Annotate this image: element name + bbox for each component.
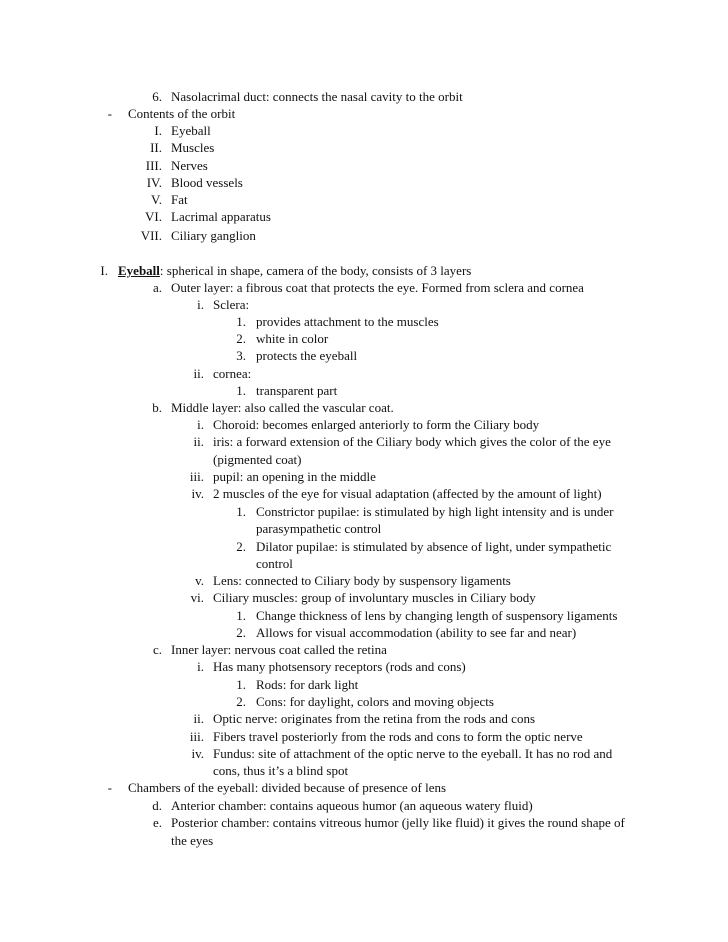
list-marker: iii. bbox=[189, 469, 204, 484]
list-item-text: Lens: connected to Ciliary body by suspensory ligaments bbox=[213, 573, 511, 588]
list-item-text: cornea: bbox=[213, 366, 252, 381]
list-item-text: Fibers travel posteriorly from the rods and cons to form the optic nerve bbox=[213, 729, 583, 744]
bullet-dash: - bbox=[107, 780, 112, 795]
list-item-text: protects the eyeball bbox=[256, 348, 358, 363]
list-item-text: Dilator pupilae: is stimulated by absence of light, under sympathetic bbox=[256, 539, 612, 554]
list-item-text: Lacrimal apparatus bbox=[171, 209, 271, 224]
list-item-text: Posterior chamber: contains vitreous humor (jelly like fluid) it gives the round shape of bbox=[171, 815, 625, 830]
list-marker: b. bbox=[152, 400, 162, 415]
section-heading bbox=[118, 262, 471, 279]
list-item-continuation: (pigmented coat) bbox=[213, 452, 302, 467]
section-marker: I. bbox=[100, 263, 108, 278]
list-marker: 1. bbox=[236, 608, 246, 623]
list-marker: VI. bbox=[145, 209, 162, 224]
list-marker: 1. bbox=[236, 504, 246, 519]
list-item-text: Ciliary muscles: group of involuntary muscles in Ciliary body bbox=[213, 590, 536, 605]
list-marker: e. bbox=[152, 815, 162, 830]
list-marker: V. bbox=[151, 192, 162, 207]
list-item-text: Optic nerve: originates from the retina from the rods and cons bbox=[213, 711, 536, 726]
list-item-text: Rods: for dark light bbox=[256, 677, 359, 692]
list-marker: II. bbox=[150, 140, 162, 155]
list-marker: VII. bbox=[140, 228, 162, 243]
list-item-text: Eyeball bbox=[171, 123, 211, 138]
list-marker: 6. bbox=[152, 89, 162, 104]
list-item-text: Nasolacrimal duct: connects the nasal cavity to the orbit bbox=[171, 89, 463, 104]
list-item-text: iris: a forward extension of the Ciliary body which gives the color of the eye bbox=[213, 434, 611, 449]
list-item-text: Ciliary ganglion bbox=[171, 228, 256, 243]
list-marker: a. bbox=[152, 280, 162, 295]
list-marker: 3. bbox=[236, 348, 246, 363]
list-marker: IV. bbox=[146, 175, 162, 190]
list-marker: 2. bbox=[236, 694, 246, 709]
list-item-continuation: control bbox=[256, 556, 293, 571]
list-marker: vi. bbox=[190, 590, 204, 605]
list-item-text: Sclera: bbox=[213, 297, 250, 312]
list-marker: i. bbox=[197, 297, 204, 312]
list-item-text: Constrictor pupilae: is stimulated by high light intensity and is under bbox=[256, 504, 614, 519]
list-marker: 1. bbox=[236, 677, 246, 692]
section-description: : spherical in shape, camera of the body, consists of 3 layers bbox=[159, 263, 472, 278]
list-item-text: pupil: an opening in the middle bbox=[213, 469, 376, 484]
list-item-text: Nerves bbox=[171, 158, 208, 173]
list-marker: 2. bbox=[236, 625, 246, 640]
list-item-text: Choroid: becomes enlarged anteriorly to form the Ciliary body bbox=[213, 417, 540, 432]
list-item-text: Inner layer: nervous coat called the retina bbox=[171, 642, 387, 657]
list-item-text: Muscles bbox=[171, 140, 215, 155]
list-item-text: Outer layer: a fibrous coat that protects the eye. Formed from sclera and cornea bbox=[171, 280, 584, 295]
list-marker: 2. bbox=[236, 539, 246, 554]
list-marker: III. bbox=[145, 158, 162, 173]
list-marker: c. bbox=[152, 642, 162, 657]
list-marker: iv. bbox=[191, 746, 204, 761]
list-item-text: transparent part bbox=[256, 383, 338, 398]
bullet-dash: - bbox=[107, 106, 112, 121]
list-marker: v. bbox=[195, 573, 204, 588]
list-item-text: 2 muscles of the eye for visual adaptation (affected by the amount of light) bbox=[213, 486, 602, 501]
list-marker: iv. bbox=[191, 486, 204, 501]
list-item-text: Contents of the orbit bbox=[128, 106, 236, 121]
list-marker: i. bbox=[197, 417, 204, 432]
list-item-text: Anterior chamber: contains aqueous humor (an aqueous watery fluid) bbox=[171, 798, 533, 813]
list-item-text: Change thickness of lens by changing length of suspensory ligaments bbox=[256, 608, 618, 623]
list-marker: ii. bbox=[193, 434, 204, 449]
list-item-text: Middle layer: also called the vascular coat. bbox=[171, 400, 394, 415]
list-item-text: Blood vessels bbox=[171, 175, 243, 190]
list-item-text: Has many photsensory receptors (rods and cons) bbox=[213, 659, 466, 674]
list-item-text: white in color bbox=[256, 331, 329, 346]
list-marker: 1. bbox=[236, 383, 246, 398]
list-item-continuation: the eyes bbox=[171, 833, 214, 848]
list-marker: I. bbox=[154, 123, 162, 138]
list-item-text: Allows for visual accommodation (ability to see far and near) bbox=[256, 625, 577, 640]
list-marker: ii. bbox=[193, 366, 204, 381]
list-item-text: Fat bbox=[171, 192, 188, 207]
list-marker: 1. bbox=[236, 314, 246, 329]
list-item-text: provides attachment to the muscles bbox=[256, 314, 439, 329]
list-item-text: Cons: for daylight, colors and moving objects bbox=[256, 694, 494, 709]
list-item-continuation: parasympathetic control bbox=[256, 521, 382, 536]
list-marker: i. bbox=[197, 659, 204, 674]
list-marker: d. bbox=[152, 798, 162, 813]
list-item-continuation: cons, thus it’s a blind spot bbox=[213, 763, 349, 778]
list-marker: 2. bbox=[236, 331, 246, 346]
list-marker: iii. bbox=[189, 729, 204, 744]
list-item-text: Fundus: site of attachment of the optic nerve to the eyeball. It has no rod and bbox=[213, 746, 613, 761]
section-title: Eyeball bbox=[118, 263, 160, 278]
list-item-text: Chambers of the eyeball: divided because of presence of lens bbox=[128, 780, 447, 795]
list-marker: ii. bbox=[193, 711, 204, 726]
